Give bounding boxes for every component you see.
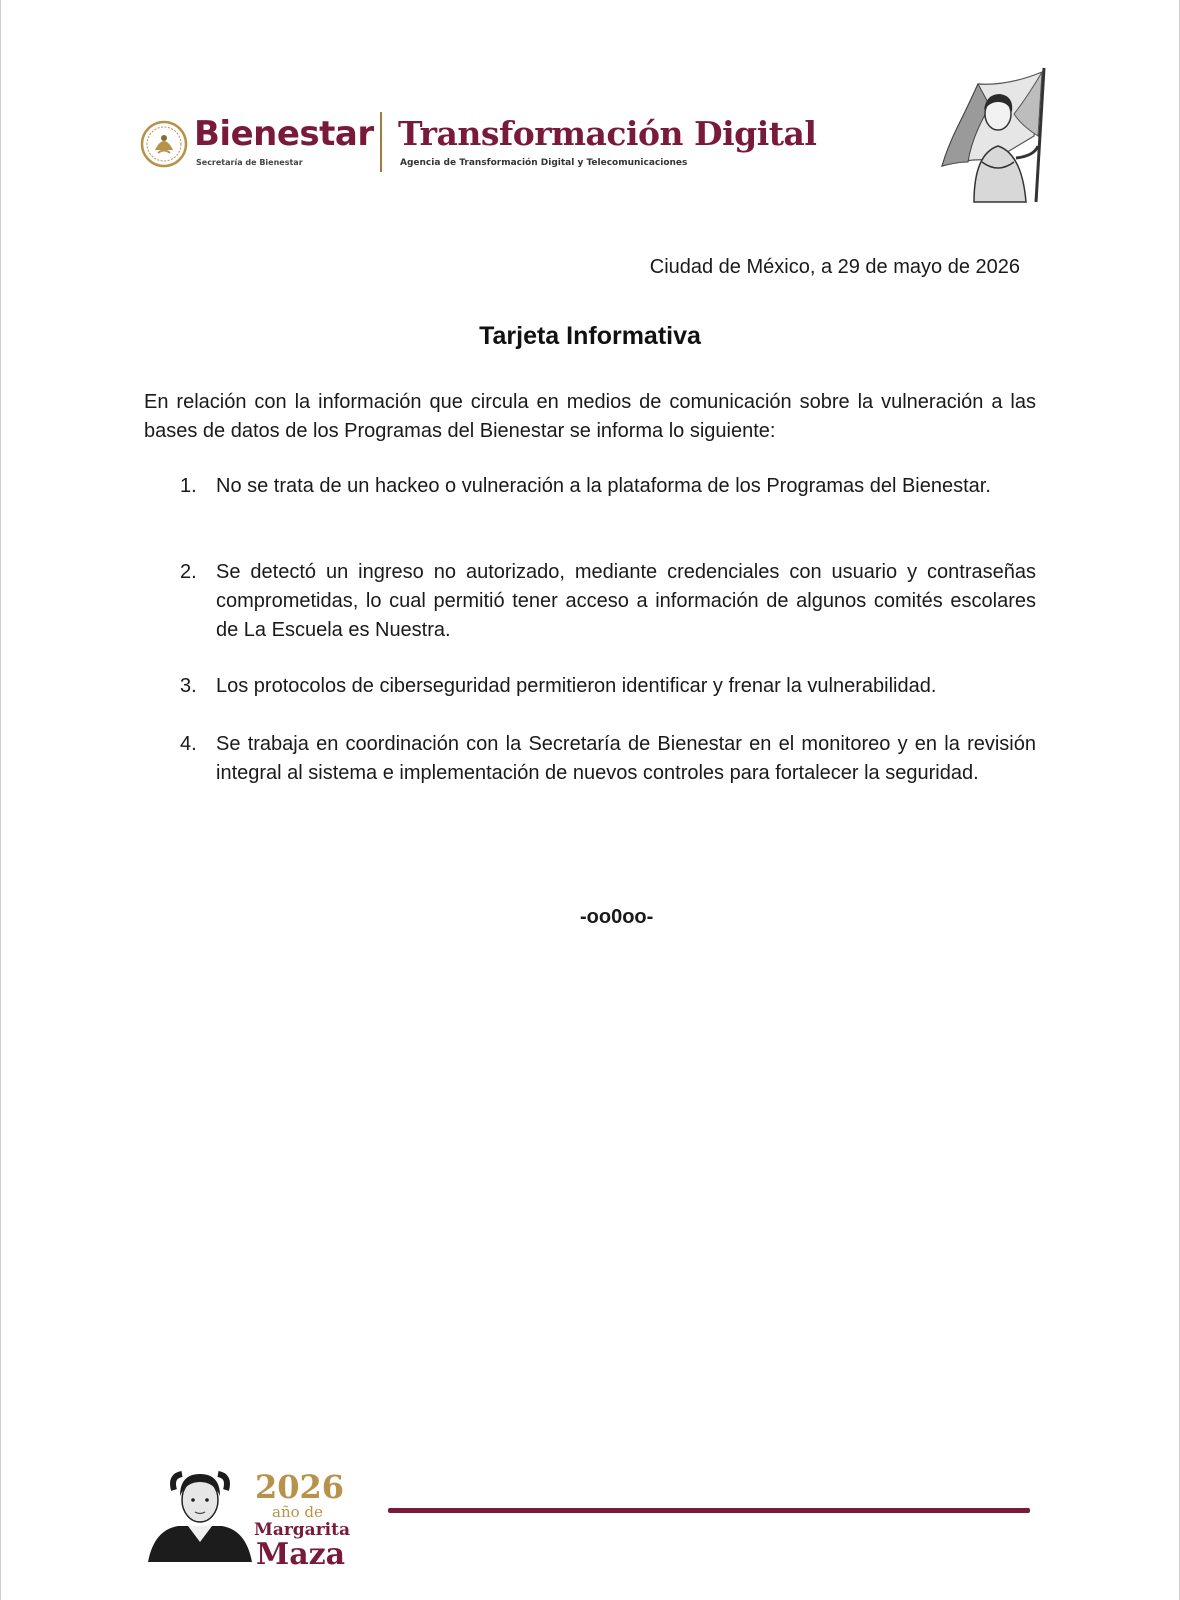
document-closing-mark: -oo0oo-	[580, 906, 654, 928]
list-item	[180, 672, 1036, 701]
brand-bienestar-subtitle: Secretaría de Bienestar	[196, 158, 303, 167]
footer-name-last: Maza	[256, 1537, 346, 1572]
list-item-number: 3.	[180, 675, 197, 697]
brand-agency-subtitle: Agencia de Transformación Digital y Telecomunicaciones	[400, 158, 688, 168]
list-item	[180, 730, 1036, 788]
brand-transformacion-digital: Transformación Digital	[398, 114, 817, 153]
footer-year: 2026	[255, 1468, 345, 1506]
list-item-number: 4.	[180, 733, 197, 755]
list-item-text: Los protocolos de ciberseguridad permitieron identificar y frenar la vulnerabilidad.	[216, 675, 937, 697]
list-item-text: Se detectó un ingreso no autorizado, mediante credenciales con usuario y contraseñas comprometidas, lo cual permitió tener acceso a información de algunos comités escolares de La Escuela es Nuestra.	[216, 561, 1036, 641]
national-seal-icon	[140, 120, 188, 168]
document-intro: En relación con la información que circula en medios de comunicación sobre la vulneración a las bases de datos de los Programas del Bienestar se informa lo siguiente:	[144, 391, 1036, 442]
footer-rule	[388, 1508, 1030, 1513]
page-edge-left	[0, 0, 1, 1600]
document-date: Ciudad de México, a 29 de mayo de 2026	[649, 256, 1020, 278]
list-item	[180, 558, 1036, 645]
list-item-text: Se trabaja en coordinación con la Secretaría de Bienestar en el monitoreo y en la revisión integral al sistema e implementación de nuevos controles para fortalecer la seguridad.	[216, 733, 1036, 784]
document-title: Tarjeta Informativa	[479, 322, 701, 350]
woman-with-flag-illustration	[938, 66, 1070, 204]
brand-bienestar: Bienestar	[194, 114, 374, 154]
list-item-number: 2.	[180, 561, 197, 583]
footer-year-subtitle: año de	[272, 1503, 323, 1521]
letterhead	[140, 110, 817, 174]
margarita-maza-portrait	[148, 1466, 252, 1562]
list-item-text: No se trata de un hackeo o vulneración a la plataforma de los Programas del Bienestar.	[216, 475, 991, 497]
list-item-number: 1.	[180, 475, 197, 497]
header-divider	[380, 112, 382, 172]
footer-name-first: Margarita	[254, 1520, 350, 1540]
list-item	[180, 472, 1036, 501]
